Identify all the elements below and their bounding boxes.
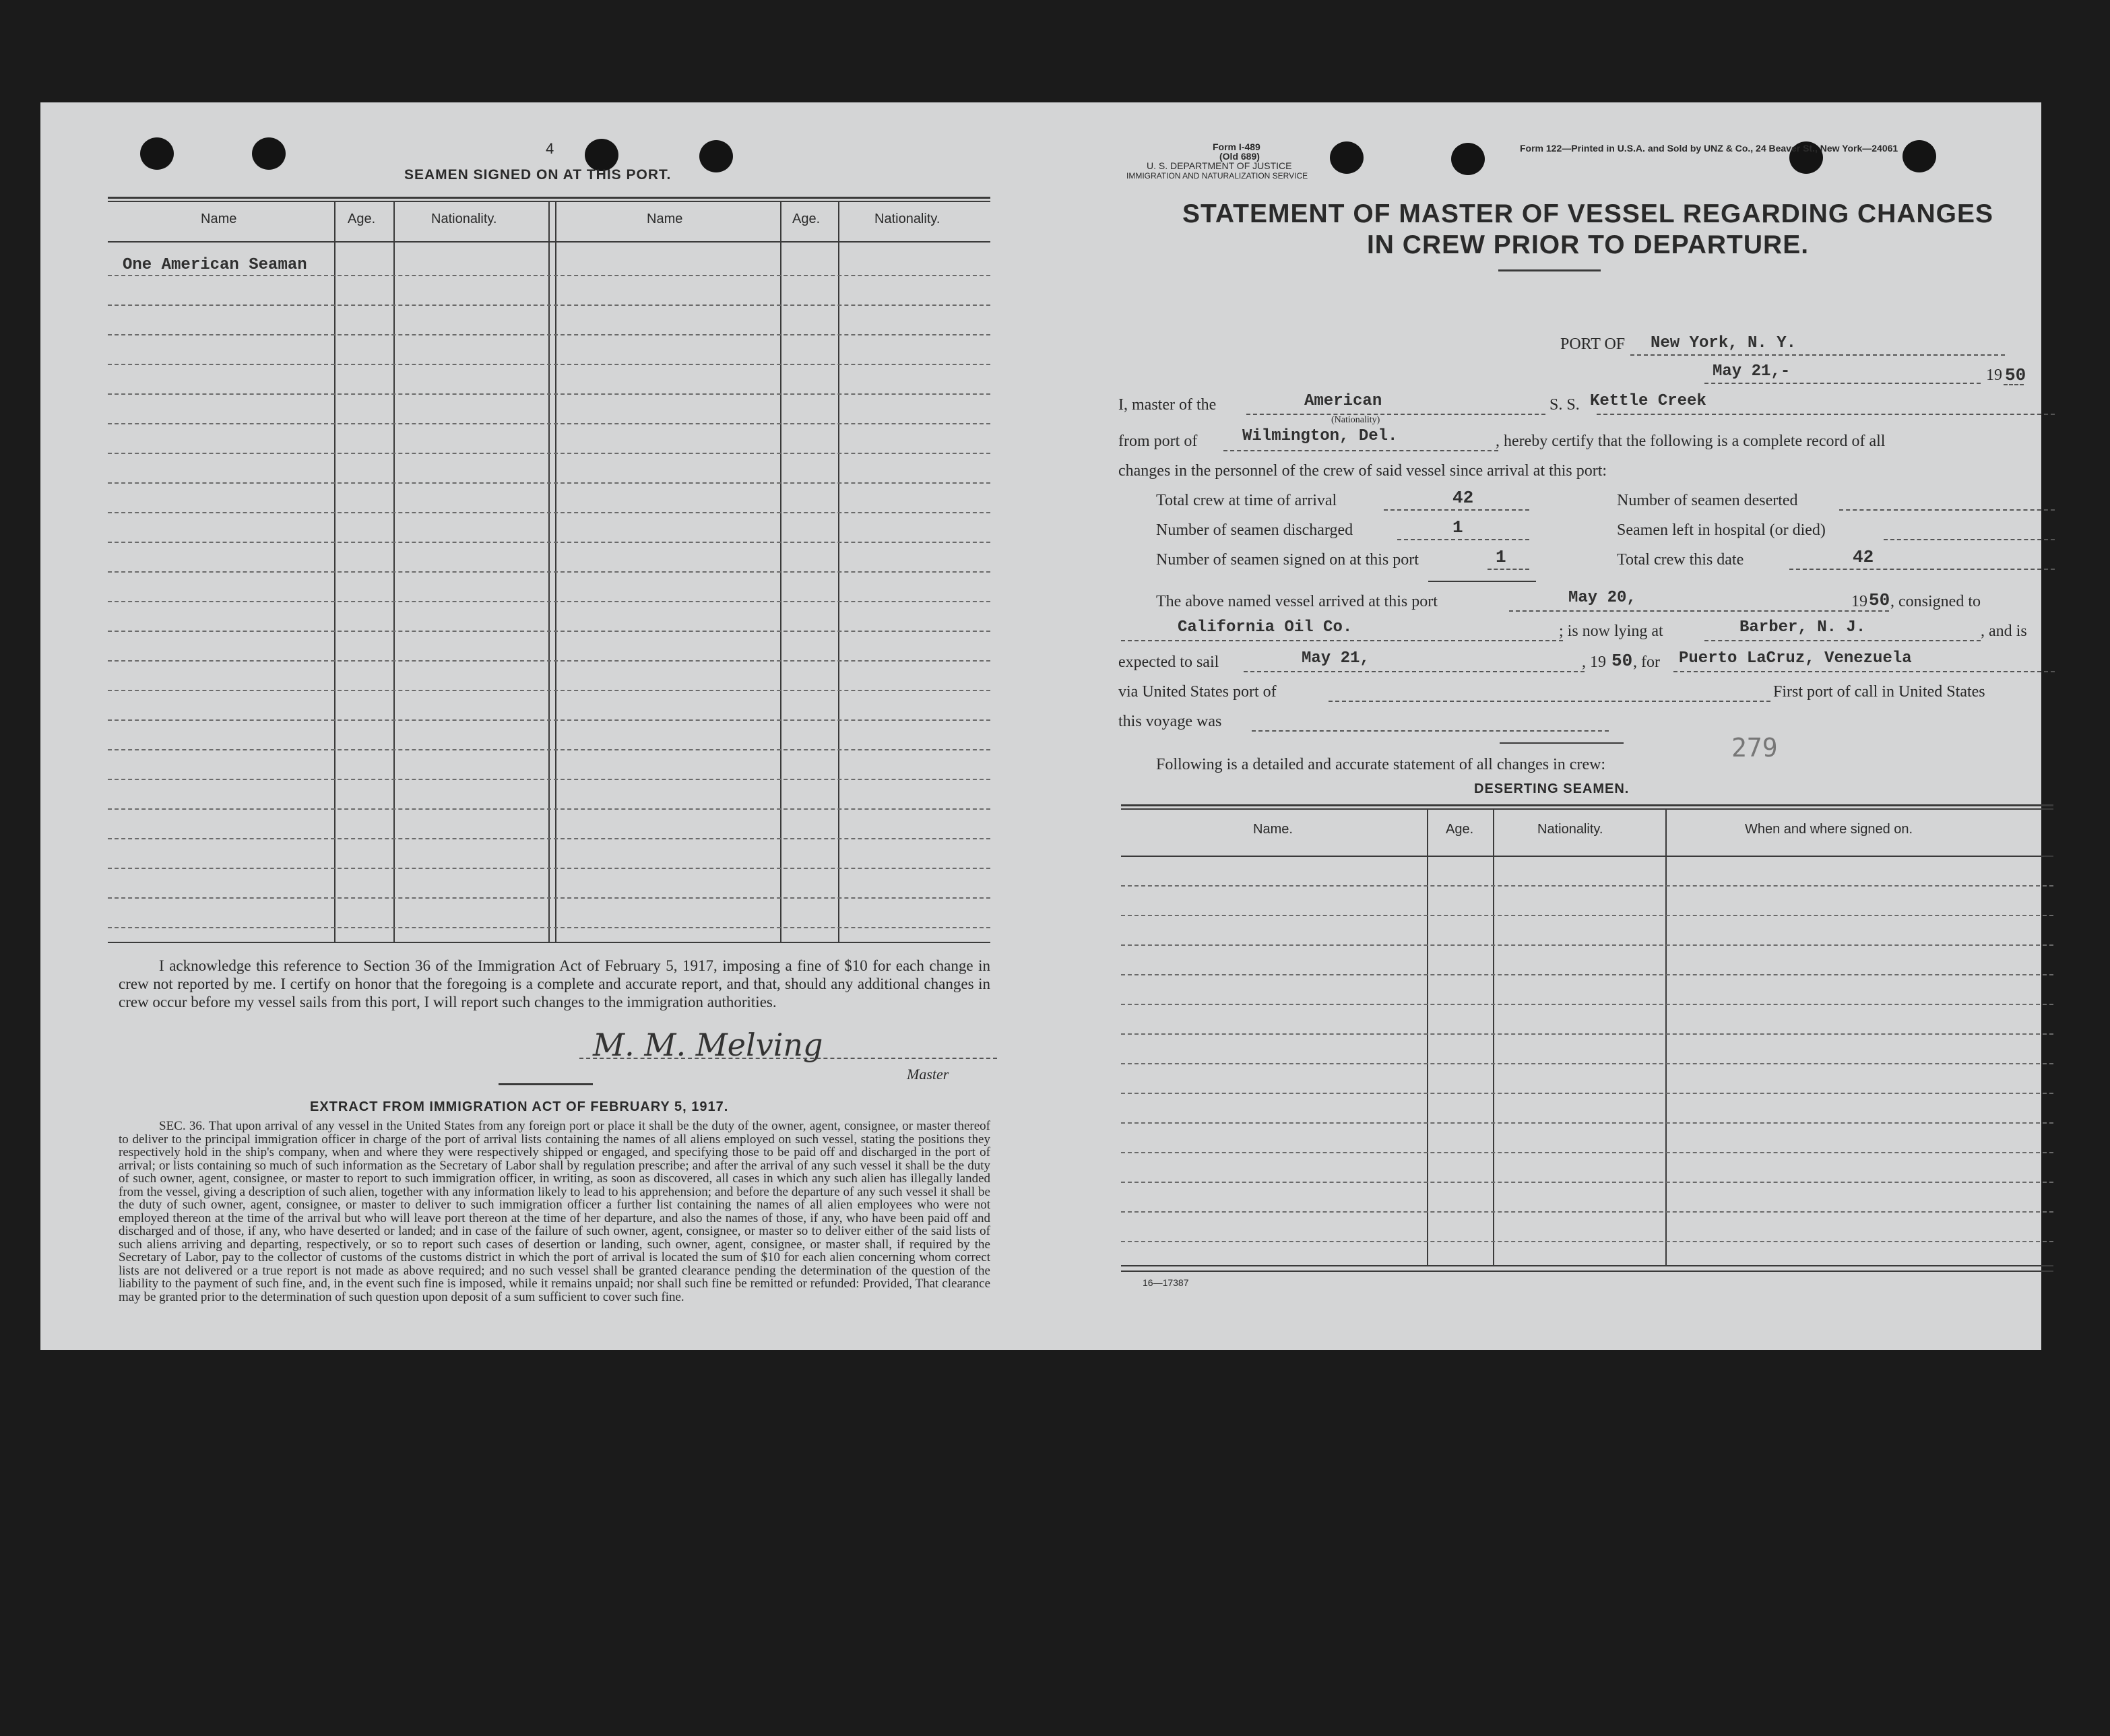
ss-label: S. S.: [1549, 396, 1580, 414]
desert-col-age: Age.: [1446, 822, 1474, 837]
sail-year: 50: [1611, 651, 1633, 671]
seamen-signed-heading: SEAMEN SIGNED ON AT THIS PORT.: [404, 167, 672, 183]
expected-label: expected to sail: [1118, 653, 1219, 671]
punch-hole: [585, 139, 618, 171]
service-name: IMMIGRATION AND NATURALIZATION SERVICE: [1126, 171, 1308, 181]
consigned-label: , consigned to: [1890, 593, 1981, 610]
for-label: , for: [1633, 653, 1660, 671]
col-header-age: Age.: [348, 212, 376, 226]
port-value: New York, N. Y.: [1651, 334, 1797, 352]
arrived-date: May 20,: [1568, 589, 1636, 607]
extract-text: SEC. 36. That upon arrival of any vessel in the United States from any foreign port or place it shall be the duty of the owner, agent, consignee, or master thereof to deliver to the principal immigration officer in charge of the port of arrival lists containing the names of all aliens employed on such vessel, stating the positions they respectively hold in the ship's company, when and where they were respectively shipped or engaged, and specifying those to be paid off and discharged in the port of arrival; or lists containing so much of such information as the Secretary of Labor shall by regulation prescribe; and after the arrival of any such vessel it shall be the duty of such owner, agent, consignee, or master to report to such immigration officer, in writing, as soon as discovered, all cases in which any such alien has illegally landed from the vessel, giving a description of such alien, together with any information likely to lead to his apprehension; and before the departure of any such vessel it shall be the duty of such owner, agent, consignee, or master to deliver to such immigration officer a further list containing the names of all alien employees who were not employed thereon at the time of the arrival but who will leave port thereon at the time of her departure, and also the names of those, if any, who have been paid off and discharged and of those, if any, who have deserted or landed; and in case of the failure of such owner, agent, consignee, or master so to deliver either of the said lists of such aliens arriving and departing, respectively, or so to report such cases of desertion or landing, such owner, agent, consignee, or master shall, if required by the Secretary of Labor, pay to the collector of customs of the customs district in which the port of arrival is located the sum of $10 for each alien concerning whom correct lists are not delivered or a true report is not made as above required; and no such vessel shall be granted clearance pending the determination of the question of the liability to the payment of such fine, and, in the event such fine is imposed, while it remains unpaid; nor shall such fine be remitted or refunded: Provided, That clearance may be granted prior to the determination of such question upon deposit of a sum sufficient to cover such fine.: [119, 1119, 990, 1304]
deserting-seamen-heading: DESERTING SEAMEN.: [1474, 781, 1630, 796]
first-port-label: First port of call in United States: [1773, 683, 1985, 701]
form-title-line1: STATEMENT OF MASTER OF VESSEL REGARDING CHANGES: [1182, 199, 1994, 228]
master-of-the-label: I, master of the: [1118, 396, 1217, 414]
sail-date: May 21,: [1302, 649, 1370, 668]
punch-hole: [1451, 143, 1485, 175]
master-signature: M. M. Melving: [593, 1027, 823, 1063]
department-name: U. S. DEPARTMENT OF JUSTICE: [1147, 160, 1292, 171]
form-title-line2: IN CREW PRIOR TO DEPARTURE.: [1366, 230, 1810, 259]
col-header-name-2: Name: [647, 212, 683, 226]
arrived-year: 50: [1869, 590, 1890, 610]
lying-value: Barber, N. J.: [1739, 618, 1866, 637]
desert-col-nationality: Nationality.: [1537, 822, 1603, 837]
punch-hole: [1903, 140, 1936, 172]
sail-year-prefix: , 19: [1582, 653, 1606, 671]
statement-date: May 21,-: [1713, 362, 1791, 381]
col-header-nationality-2: Nationality.: [874, 212, 940, 226]
punch-hole: [140, 137, 174, 170]
desert-col-signed-on: When and where signed on.: [1745, 822, 1913, 837]
form-code: 16—17387: [1143, 1277, 1189, 1288]
year-prefix: 19: [1986, 366, 2002, 384]
stat-label-total-date: Total crew this date: [1617, 551, 1744, 569]
and-is-label: , and is: [1981, 622, 2027, 640]
arrived-year-prefix: 19: [1851, 593, 1867, 610]
punch-hole: [252, 137, 286, 170]
desert-col-name: Name.: [1253, 822, 1293, 837]
nationality-caption: (Nationality): [1331, 415, 1380, 425]
via-label: via United States port of: [1118, 683, 1277, 701]
master-label: Master: [907, 1066, 949, 1083]
voyage-label: this voyage was: [1118, 713, 1222, 730]
stat-value-total-date: 42: [1853, 547, 1874, 567]
vessel-name: Kettle Creek: [1590, 392, 1706, 410]
stamp-number: 279: [1731, 733, 1778, 763]
acknowledgment-text: I acknowledge this reference to Section 36 of the Immigration Act of February 5, 1917, imposing a fine of $10 for each change in crew not reported by me. I certify on honor that the foregoing is a complete and accurate report, and that, should any additional changes in crew occur before my vessel sails from this port, I will report such changes to the immigration authorities.: [119, 957, 990, 1010]
stat-value-total-arrival: 42: [1452, 488, 1474, 508]
arrived-label: The above named vessel arrived at this port: [1156, 593, 1438, 610]
following-text: Following is a detailed and accurate statement of all changes in crew:: [1156, 756, 1606, 773]
col-header-name: Name: [201, 212, 237, 226]
nationality-value: American: [1304, 392, 1382, 410]
page-number: 4: [546, 140, 554, 157]
from-port-value: Wilmington, Del.: [1242, 427, 1398, 445]
document-sheet: [40, 102, 2041, 1350]
lying-label: ; is now lying at: [1559, 622, 1663, 640]
punch-hole: [699, 140, 733, 172]
stat-label-discharged: Number of seamen discharged: [1156, 521, 1353, 539]
stat-value-discharged: 1: [1452, 517, 1463, 538]
extract-title: EXTRACT FROM IMMIGRATION ACT OF FEBRUARY 5, 1917.: [310, 1099, 729, 1114]
stat-label-signed-on: Number of seamen signed on at this port: [1156, 551, 1419, 569]
stat-label-hospital: Seamen left in hospital (or died): [1617, 521, 1826, 539]
stat-label-deserted: Number of seamen deserted: [1617, 492, 1798, 509]
seaman-entry: One American Seaman: [123, 256, 307, 274]
changes-text: changes in the personnel of the crew of said vessel since arrival at this port:: [1118, 462, 1607, 480]
certify-text: , hereby certify that the following is a complete record of all: [1496, 432, 1886, 450]
consignee: California Oil Co.: [1178, 618, 1353, 637]
punch-hole: [1330, 141, 1364, 174]
col-header-nationality: Nationality.: [431, 212, 497, 226]
form-old-number: (Old 689): [1219, 151, 1260, 162]
destination: Puerto LaCruz, Venezuela: [1679, 649, 1912, 668]
stat-label-total-arrival: Total crew at time of arrival: [1156, 492, 1337, 509]
from-port-label: from port of: [1118, 432, 1198, 450]
printer-note: Form 122—Printed in U.S.A. and Sold by UNZ & Co., 24 Beaver St., New York—24061: [1520, 143, 1898, 154]
year-value: 50: [2005, 365, 2026, 385]
col-header-age-2: Age.: [792, 212, 821, 226]
stat-value-signed-on: 1: [1496, 547, 1506, 567]
port-label: PORT OF: [1560, 335, 1626, 353]
form-number: Form I-489: [1213, 141, 1260, 152]
